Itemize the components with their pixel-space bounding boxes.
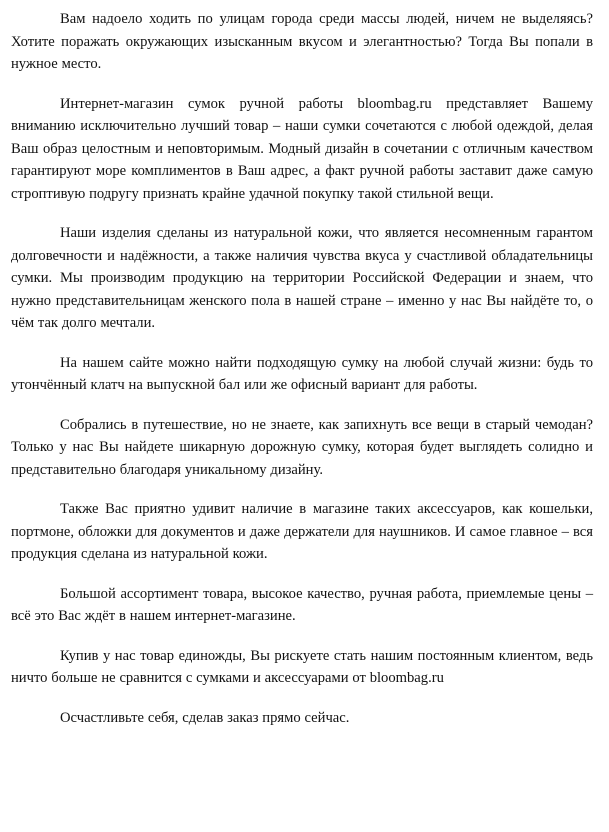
paragraph-natural-leather: Наши изделия сделаны из натуральной кожи, что является несомненным гарантом долговечности и надёжности, а также наличия чувства вкуса у счастливой обладательницы сумки. Мы производим продукцию на территории Российской Федерации и знаем, что нужно представительницам женского пола в нашей стране – именно у нас Вы найдёте то, о чём так долго мечтали. <box>11 225 593 331</box>
paragraph-intro: Вам надоело ходить по улицам города среди массы людей, ничем не выделяясь? Хотите поражать окружающих изысканным вкусом и элегантностью? Тогда Вы попали в нужное место. <box>11 11 593 72</box>
paragraph-call-to-action: Осчастливьте себя, сделав заказ прямо сейчас. <box>60 709 350 726</box>
paragraph-any-occasion: На нашем сайте можно найти подходящую сумку на любой случай жизни: будь то утончённый клатч на выпускной бал или же офисный вариант для работы. <box>11 354 593 393</box>
paragraph-store-description: Интернет-магазин сумок ручной работы bloombag.ru представляет Вашему вниманию исключительно лучший товар – наши сумки сочетаются с любой одеждой, делая Ваш образ целостным и неповторимым. Модный дизайн в сочетании с отличным качеством гарантируют море комплиментов в Ваш адрес, а факт ручной работы заставит даже самую строптивую подругу признать крайне удачной покупку такой стильной вещи. <box>11 95 593 202</box>
paragraph-assortment: Большой ассортимент товара, высокое качество, ручная работа, приемлемые цены – всё это Вас ждёт в нашем интернет-магазине. <box>11 585 593 624</box>
paragraph-travel-bag: Собрались в путешествие, но не знаете, как запихнуть все вещи в старый чемодан? Только у нас Вы найдете шикарную дорожную сумку, которая будет выглядеть солидно и представительно благодаря уникальному дизайну. <box>11 416 593 478</box>
paragraph-accessories: Также Вас приятно удивит наличие в магазине таких аксессуаров, как кошельки, портмоне, обложки для документов и даже держатели для наушников. И самое главное – вся продукция сделана из натуральной кожи. <box>11 501 593 562</box>
paragraph-regular-client: Купив у нас товар единожды, Вы рискуете стать нашим постоянным клиентом, ведь ничто больше не сравнится с сумками и аксессуарами от bloombag.ru <box>11 647 593 686</box>
